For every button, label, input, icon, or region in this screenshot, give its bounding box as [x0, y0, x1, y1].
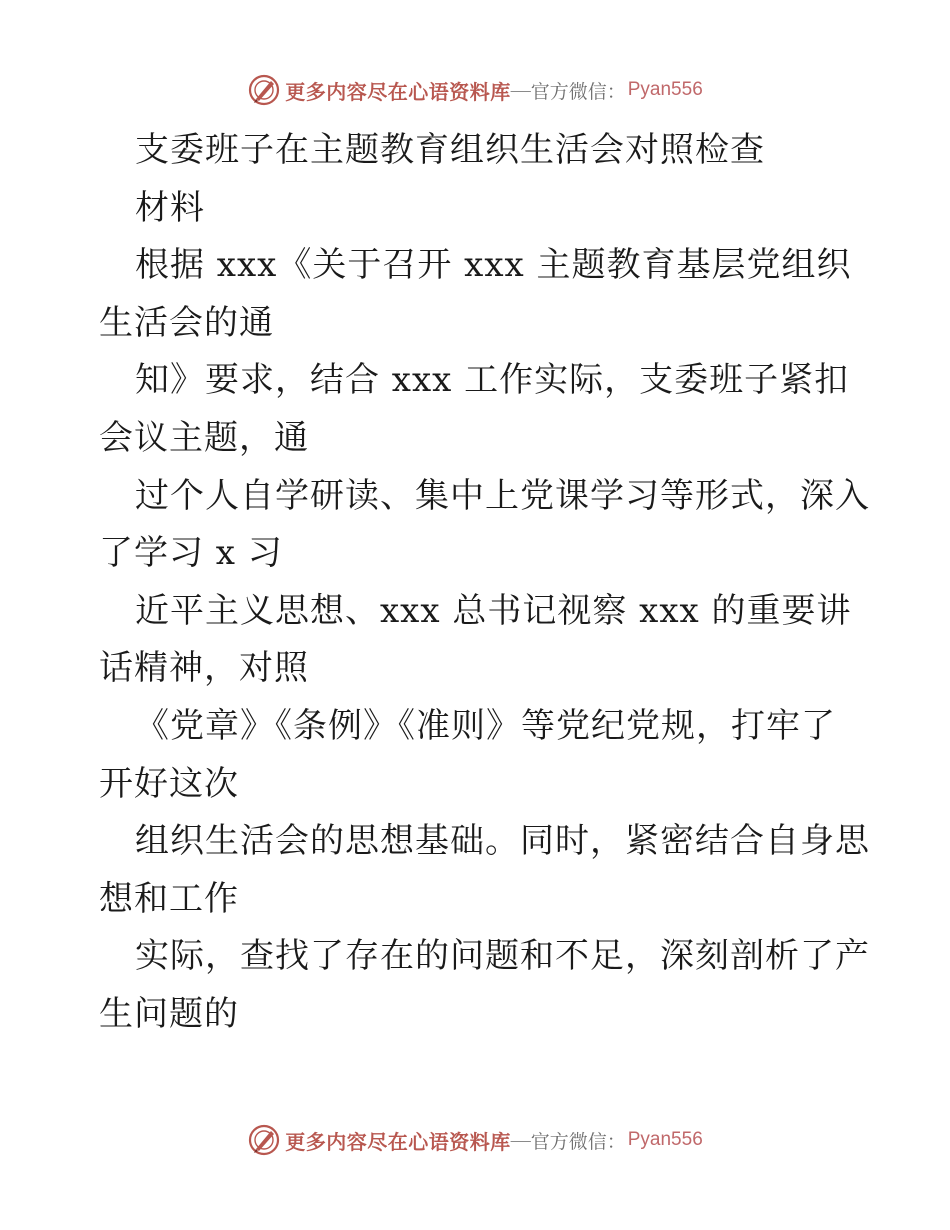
quill-pen-seal-icon	[247, 1123, 281, 1157]
banner-wechat-id: Pyan556	[627, 79, 703, 100]
text-line: 组织生活会的思想基础。同时，紧密结合自身思	[135, 821, 870, 862]
text-line: 想和工作	[99, 878, 239, 919]
document-title-line-1: 支委班子在主题教育组织生活会对照检查	[135, 130, 765, 170]
banner-dash: —	[510, 78, 531, 101]
banner-sub-text: 官方微信：	[530, 81, 626, 103]
text-line: 生问题的	[99, 993, 239, 1034]
text-line: 过个人自学研读、集中上党课学习等形式，深入	[135, 475, 870, 516]
text-line: 知》要求，结合 xxx 工作实际，支委班子紧扣	[135, 360, 850, 401]
text-line: 开好这次	[99, 763, 239, 804]
document-body	[99, 122, 870, 1044]
header-banner	[0, 70, 950, 110]
text-line: 生活会的通	[99, 302, 274, 343]
text-line: 实际，查找了存在的问题和不足，深刻剖析了产	[135, 936, 870, 977]
banner-main-text: 更多内容尽在心语资料库	[285, 81, 511, 104]
quill-pen-seal-icon	[247, 73, 281, 107]
document-title-line-2: 材料	[135, 187, 205, 228]
text-line: 会议主题，通	[99, 417, 309, 458]
text-line: 了学习 x 习	[99, 533, 283, 574]
text-line: 《党章》《条例》《准则》等党纪党规，打牢了	[135, 705, 836, 746]
text-line: 近平主义思想、xxx 总书记视察 xxx 的重要讲	[135, 590, 852, 631]
banner-wechat-id: Pyan556	[627, 1129, 703, 1150]
text-line: 话精神，对照	[99, 648, 309, 689]
text-line: 根据 xxx《关于召开 xxx 主题教育基层党组织	[135, 245, 852, 286]
footer-banner	[0, 1120, 950, 1160]
banner-dash: —	[510, 1128, 531, 1151]
banner-sub-text: 官方微信：	[530, 1131, 626, 1153]
banner-main-text: 更多内容尽在心语资料库	[285, 1131, 511, 1154]
